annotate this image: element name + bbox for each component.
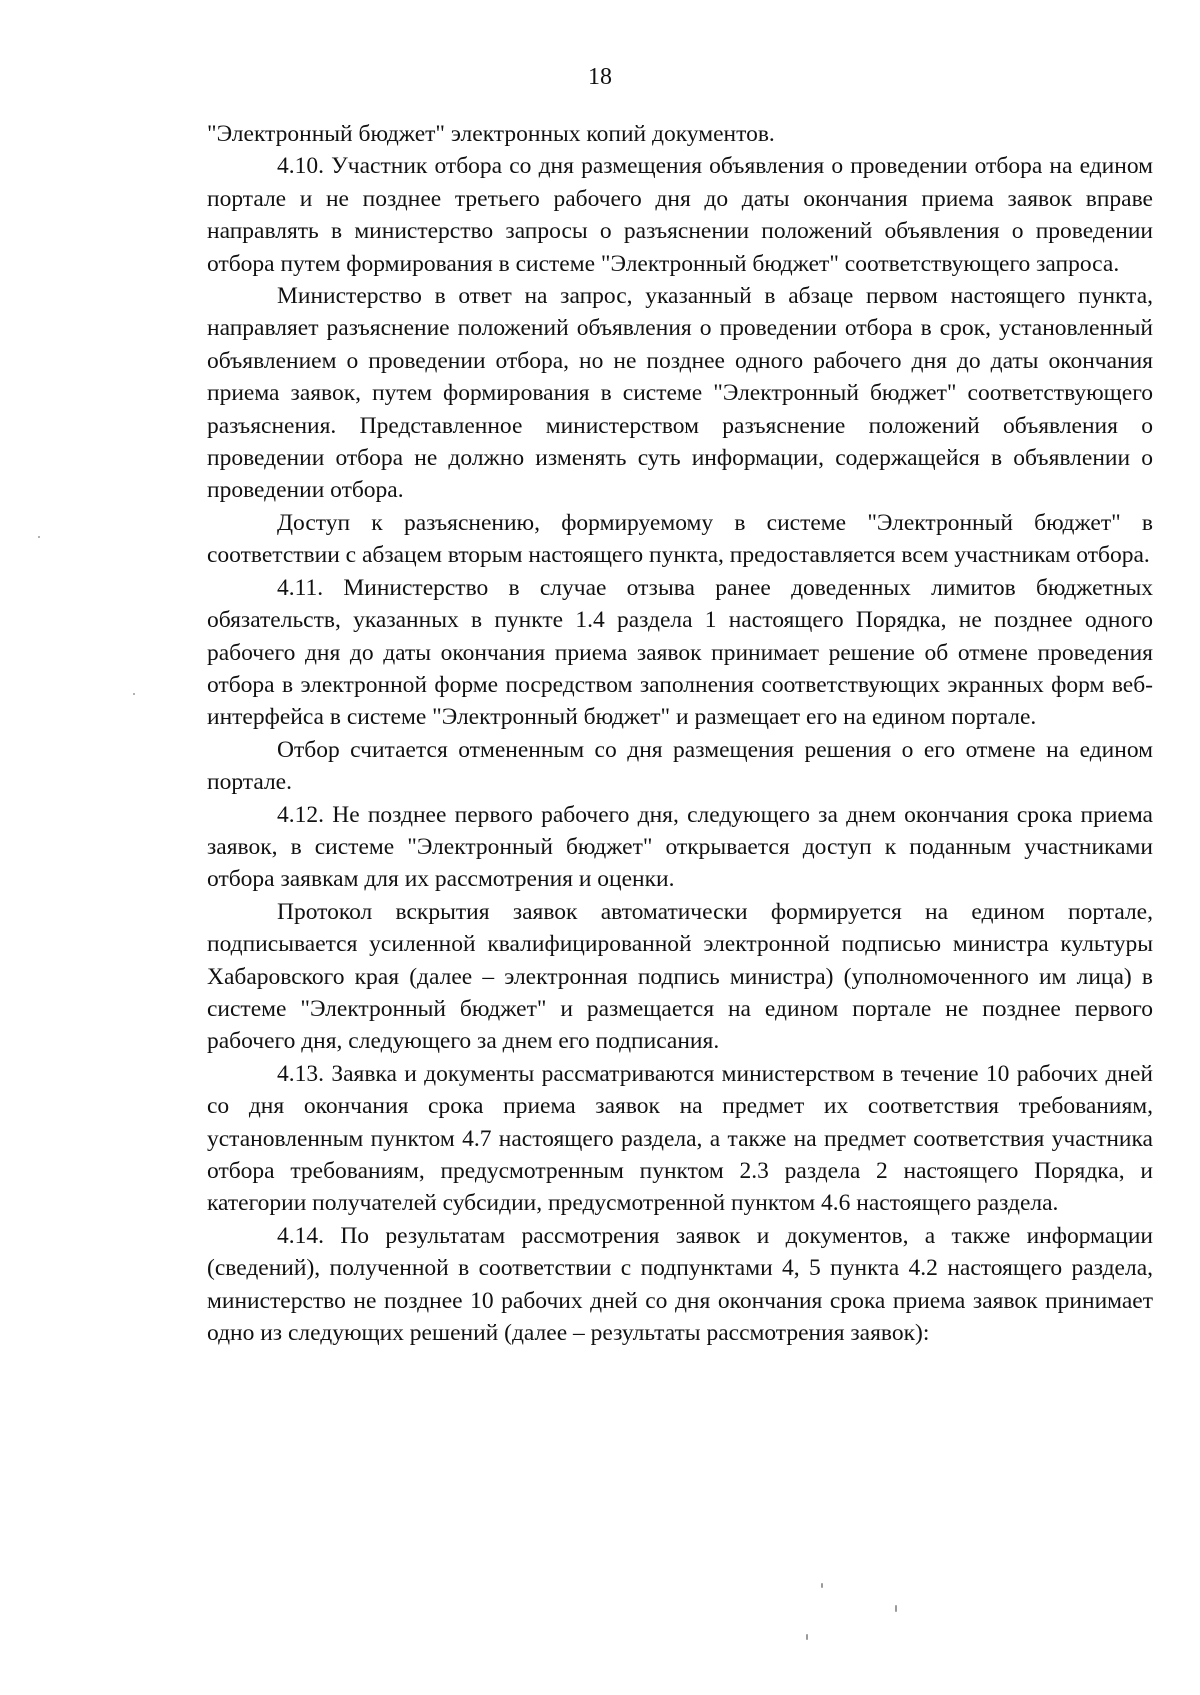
paragraph-4-13: 4.13. Заявка и документы рассматриваются министерством в течение 10 рабочих дней со дня окончания срока приема заявок на предмет их соответствия требованиям, установленным пунктом 4.7 настоящего раздела, а также на предмет соответствия участника отбора требованиям, предусмотренным пунктом 2.3 раздела 2 настоящего Порядка, и категории получателей субсидии, предусмотренной пунктом 4.6 настоящего раздела. [207,1060,1153,1217]
paragraph-4-11: 4.11. Министерство в случае отзыва ранее доведенных лимитов бюджетных обязательств, указанных в пункте 1.4 раздела 1 настоящего Порядка, не позднее одного рабочего дня до даты окончания приема заявок принимает решение об отмене проведения отбора в электронной форме посредством заполнения соответствующих экранных форм веб-интерфейса в системе "Электронный бюджет" и размещает его на едином портале. [207,574,1153,731]
page-number: 18 [588,64,612,90]
paragraph-4-10-access: Доступ к разъяснению, формируемому в системе "Электронный бюджет" в соответствии с абзацем вторым настоящего пункта, предоставляется всем участникам отбора. [207,509,1153,569]
scan-speck [806,1634,808,1640]
paragraph-4-10: 4.10. Участник отбора со дня размещения объявления о проведении отбора на едином портале и не позднее третьего рабочего дня до даты окончания приема заявок вправе направлять в министерство запросы о разъяснении положений объявления о проведении отбора путем формирования в системе "Электронный бюджет" соответствующего запроса. [207,153,1153,277]
paragraph-4-14: 4.14. По результатам рассмотрения заявок и документов, а также информации (сведений), полученной в соответствии с подпунктами 4, 5 пункта 4.2 настоящего раздела, министерство не позднее 10 рабочих дней со дня окончания срока приема заявок принимает одно из следующих решений (далее – результаты рассмотрения заявок): [207,1222,1153,1347]
paragraph-4-12: 4.12. Не позднее первого рабочего дня, следующего за днем окончания срока приема заявок, в системе "Электронный бюджет" открывается доступ к поданным участниками отбора заявкам для их рассмотрения и оценки. [207,801,1153,893]
paragraph-4-12-protocol: Протокол вскрытия заявок автоматически формируется на едином портале, подписывается усиленной квалифицированной электронной подписью министра культуры Хабаровского края (далее – электронная подпись министра) (уполномоченного им лица) в системе "Электронный бюджет" и размещается на едином портале не позднее первого рабочего дня, следующего за днем его подписания. [207,898,1153,1055]
scan-speck [895,1605,897,1612]
paragraph-4-11-cancelled: Отбор считается отмененным со дня размещения решения о его отмене на едином портале. [207,736,1153,796]
paragraph-4-10-response: Министерство в ответ на запрос, указанный в абзаце первом настоящего пункта, направляет разъяснение положений объявления о проведении отбора в срок, установленный объявлением о проведении отбора, но не позднее одного рабочего дня до даты окончания приема заявок, путем формирования в системе "Электронный бюджет" соответствующего разъяснения. Представленное министерством разъяснение положений объявления о проведении отбора не должно изменять суть информации, содержащейся в объявлении о проведении отбора. [207,283,1153,504]
scan-speck [38,536,40,538]
scan-speck [133,693,135,695]
paragraph-continuation: "Электронный бюджет" электронных копий документов. [207,121,775,147]
document-body [207,118,1153,1349]
scan-speck [821,1583,823,1588]
